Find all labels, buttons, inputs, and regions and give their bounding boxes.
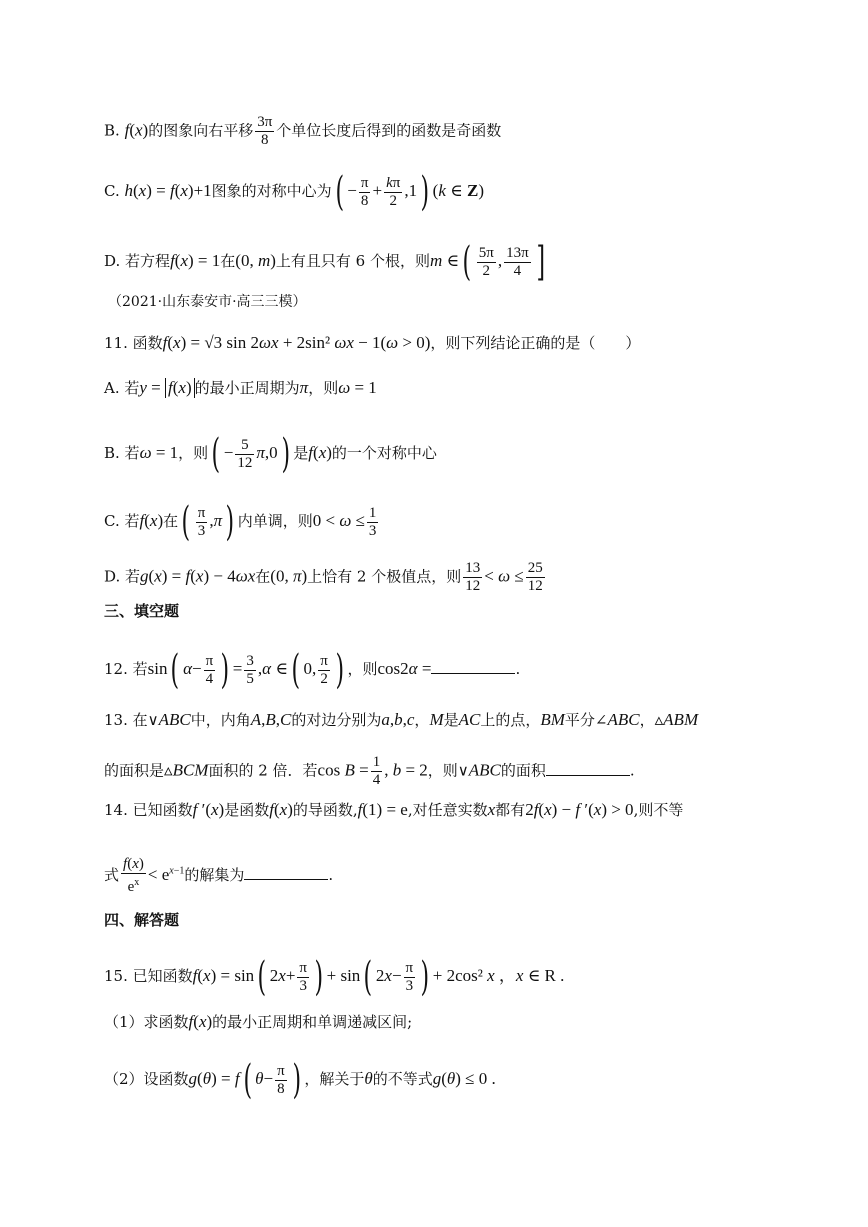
q10-option-b: B. f(x)的图象向右平移 $\frac{3\pi}{8}$ 个单位长度后得到的函数是奇函数 xyxy=(104,114,502,148)
q15-stem: 15. 已知函数f(x) = sin( 2x+ $\frac{\pi}{3}$ ) + sin( 2x− $\frac{\pi}{3}$ ) + 2cos² x ，x ∈ R . xyxy=(104,954,565,1000)
source-note: （2021·山东泰安市·高三三模） xyxy=(108,294,307,310)
q13-line1: 13. 在∨ABC中，内角A,B,C的对边分别为a,b,c，M是AC上的点，BM平分∠ABC，▵ABM xyxy=(104,710,699,729)
q15-part2: （2）设函数g(θ) = f( θ− $\frac{\pi}{8}$ ) ，解关于θ的不等式g(θ) ≤ 0 . xyxy=(104,1057,496,1103)
section-answers: 四、解答题 xyxy=(104,911,180,929)
q14-answer-blank[interactable] xyxy=(244,865,328,880)
q11-option-c: C. 若f(x)在( $\frac{\pi}{3}$ ,π) 内单调，则0 < ω ≤ $\frac{1}{3}$ xyxy=(104,499,377,545)
q11-option-d: D. 若g(x) = f(x) − 4ωx在(0, π)上恰有 2 个极值点，则 $\frac{13}{12}$ < ω ≤ $\frac{25}{12}$ xyxy=(104,560,543,594)
section-fill-in: 三、填空题 xyxy=(104,602,180,620)
q14-line2: 式 $\frac{f(x)}{e^x}$ < $e^{x-1}$的解集为 . xyxy=(104,856,334,895)
q12: 12. 若sin( α− $\frac{\pi}{4}$ ) = $\frac{3}{5}$ ,α ∈( 0, $\frac{\pi}{2}$ ) ，则cos2α = . xyxy=(104,647,521,693)
q11-option-a: A. 若y = f(x) 的最小正周期为π，则ω = 1 xyxy=(104,378,377,397)
q13-line2: 的面积是▵BCM面积的 2 倍．若cos B = $\frac{1}{4}$ , b = 2，则∨ABC的面积 . xyxy=(104,754,635,788)
q10-option-c: C. h(x) = f(x)+1图象的对称中心为( − $\frac{\pi}{8}$ + $\frac{k\pi}{2}$ ,1) (k ∈ Z) xyxy=(104,169,484,215)
q11-stem: 11. 函数f(x) = √3 sin 2ωx + 2sin² ωx − 1(ω > 0)，则下列结论正确的是（ ） xyxy=(104,333,641,352)
q14-line1: 14. 已知函数f ′(x)是函数f(x)的导函数,f(1) = e,对任意实数x都有2f(x) − f ′(x) > 0,则不等 xyxy=(104,800,684,819)
q11-option-b: B. 若ω = 1，则( − $\frac{5}{12}$ π,0) 是f(x)的一个对称中心 xyxy=(104,431,437,477)
q15-part1: （1）求函数f(x)的最小正周期和单调递减区间; xyxy=(104,1012,413,1031)
q13-answer-blank[interactable] xyxy=(546,761,630,776)
q12-answer-blank[interactable] xyxy=(431,659,515,674)
q10-option-d: D. 若方程f(x) = 1在(0, m)上有且只有 6 个根，则m ∈( $\frac{5\pi}{2}$ , $\frac{13\pi}{4}$ ] xyxy=(104,239,545,285)
